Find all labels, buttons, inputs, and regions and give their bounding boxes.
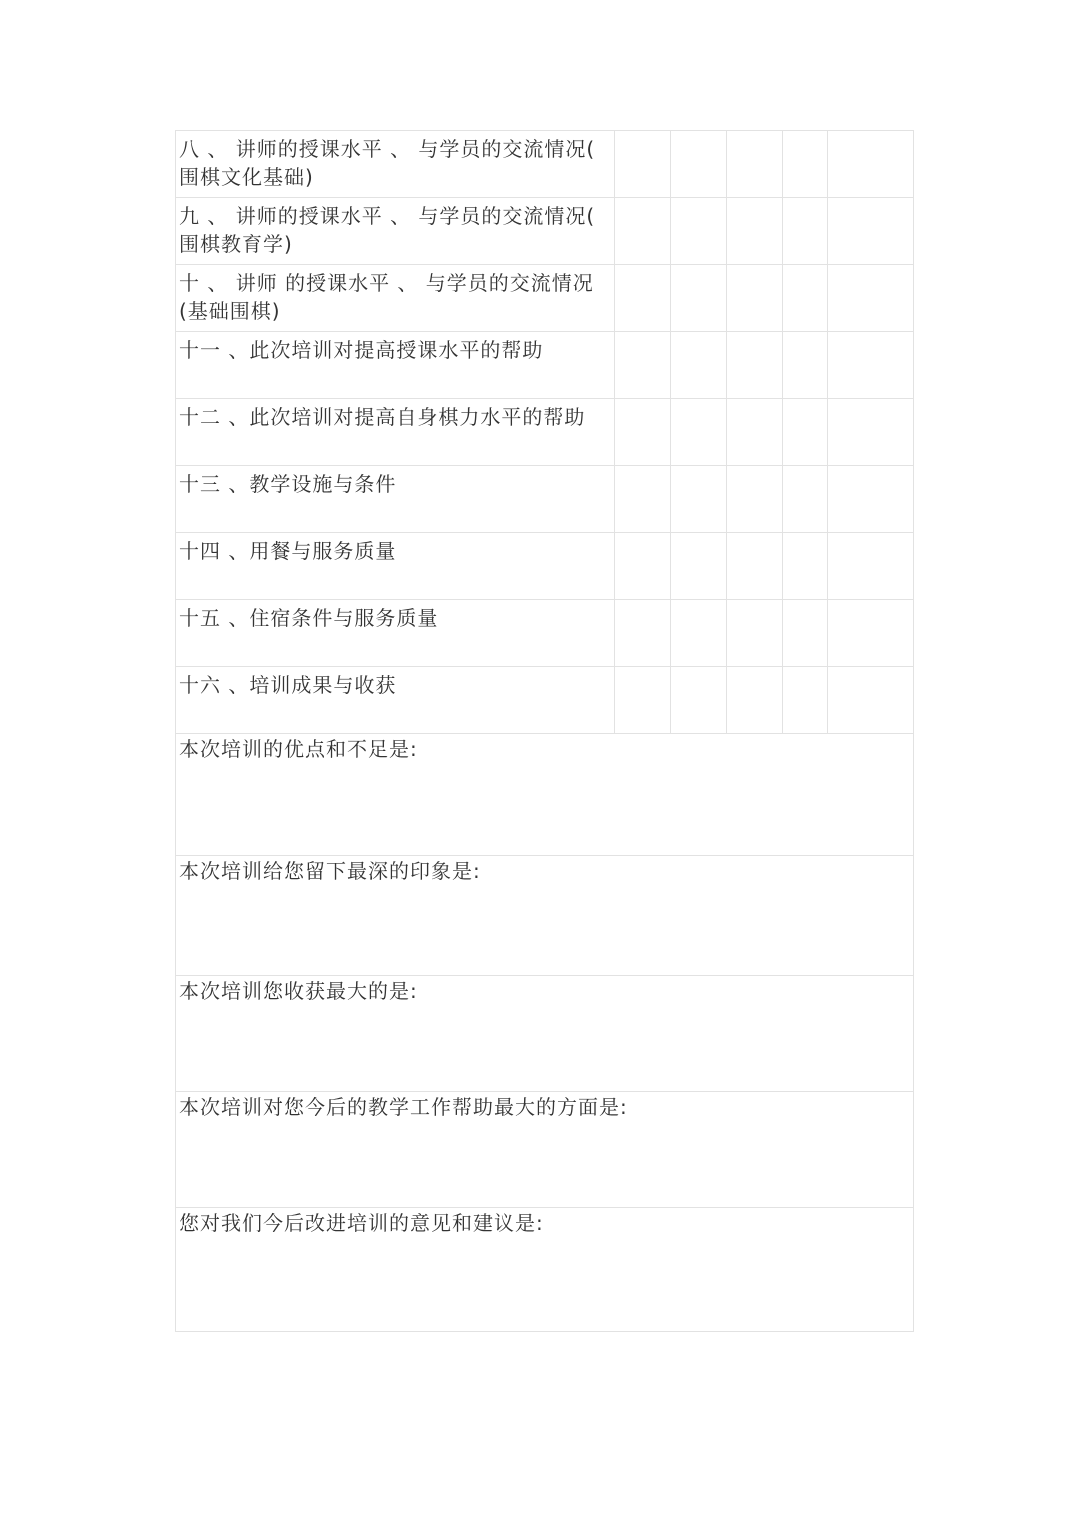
rating-cell[interactable] (828, 131, 914, 198)
rating-cell[interactable] (727, 332, 783, 399)
rating-cell[interactable] (828, 332, 914, 399)
rating-cell[interactable] (727, 466, 783, 533)
rating-cell[interactable] (783, 332, 828, 399)
question-label: 九 、 讲师的授课水平 、 与学员的交流情况( 围棋教育学) (176, 198, 615, 265)
rating-cell[interactable] (671, 533, 727, 600)
question-label: 十五 、住宿条件与服务质量 (176, 600, 615, 667)
question-label: 十六 、培训成果与收获 (176, 667, 615, 734)
open-question-label: 您对我们今后改进培训的意见和建议是: (179, 1211, 544, 1235)
rating-cell[interactable] (671, 131, 727, 198)
rating-cell[interactable] (615, 332, 671, 399)
rating-cell[interactable] (783, 198, 828, 265)
rating-cell[interactable] (783, 265, 828, 332)
rating-cell[interactable] (828, 466, 914, 533)
rating-cell[interactable] (783, 533, 828, 600)
rating-cell[interactable] (828, 667, 914, 734)
question-label: 八 、 讲师的授课水平 、 与学员的交流情况( 围棋文化基础) (176, 131, 615, 198)
rating-cell[interactable] (727, 667, 783, 734)
open-question-row (176, 734, 914, 856)
rating-cell[interactable] (671, 667, 727, 734)
rating-row (176, 466, 914, 533)
open-question-field[interactable] (176, 1092, 914, 1208)
question-label: 十一 、此次培训对提高授课水平的帮助 (176, 332, 615, 399)
rating-cell[interactable] (727, 533, 783, 600)
survey-table (175, 130, 914, 1332)
rating-cell[interactable] (727, 399, 783, 466)
rating-cell[interactable] (727, 131, 783, 198)
rating-row (176, 198, 914, 265)
rating-cell[interactable] (783, 466, 828, 533)
open-question-field[interactable] (176, 976, 914, 1092)
rating-cell[interactable] (615, 667, 671, 734)
question-label: 十三 、教学设施与条件 (176, 466, 615, 533)
rating-cell[interactable] (783, 600, 828, 667)
rating-cell[interactable] (828, 265, 914, 332)
question-label: 十四 、用餐与服务质量 (176, 533, 615, 600)
open-question-label: 本次培训给您留下最深的印象是: (179, 859, 481, 883)
rating-cell[interactable] (783, 399, 828, 466)
rating-cell[interactable] (671, 198, 727, 265)
open-question-row (176, 1092, 914, 1208)
open-question-label: 本次培训对您今后的教学工作帮助最大的方面是: (179, 1095, 628, 1119)
rating-cell[interactable] (671, 265, 727, 332)
open-question-row (176, 976, 914, 1092)
rating-row (176, 533, 914, 600)
open-question-field[interactable] (176, 734, 914, 856)
rating-row (176, 265, 914, 332)
rating-cell[interactable] (828, 198, 914, 265)
open-question-row (176, 1208, 914, 1332)
rating-row (176, 332, 914, 399)
rating-cell[interactable] (615, 131, 671, 198)
question-label: 十 、 讲师 的授课水平 、 与学员的交流情况(基础围棋) (176, 265, 615, 332)
rating-cell[interactable] (783, 131, 828, 198)
open-question-label: 本次培训的优点和不足是: (179, 737, 418, 761)
rating-cell[interactable] (615, 399, 671, 466)
rating-cell[interactable] (671, 600, 727, 667)
rating-cell[interactable] (615, 198, 671, 265)
rating-cell[interactable] (727, 600, 783, 667)
rating-cell[interactable] (615, 533, 671, 600)
open-question-field[interactable] (176, 1208, 914, 1332)
rating-cell[interactable] (828, 533, 914, 600)
question-label: 十二 、此次培训对提高自身棋力水平的帮助 (176, 399, 615, 466)
rating-row (176, 131, 914, 198)
rating-cell[interactable] (828, 399, 914, 466)
rating-cell[interactable] (615, 600, 671, 667)
rating-cell[interactable] (671, 466, 727, 533)
open-question-row (176, 856, 914, 976)
rating-cell[interactable] (727, 198, 783, 265)
rating-cell[interactable] (727, 265, 783, 332)
open-question-label: 本次培训您收获最大的是: (179, 979, 418, 1003)
rating-cell[interactable] (615, 466, 671, 533)
rating-cell[interactable] (828, 600, 914, 667)
rating-cell[interactable] (671, 399, 727, 466)
rating-row (176, 667, 914, 734)
rating-cell[interactable] (783, 667, 828, 734)
rating-cell[interactable] (615, 265, 671, 332)
open-question-field[interactable] (176, 856, 914, 976)
rating-row (176, 399, 914, 466)
rating-row (176, 600, 914, 667)
rating-cell[interactable] (671, 332, 727, 399)
